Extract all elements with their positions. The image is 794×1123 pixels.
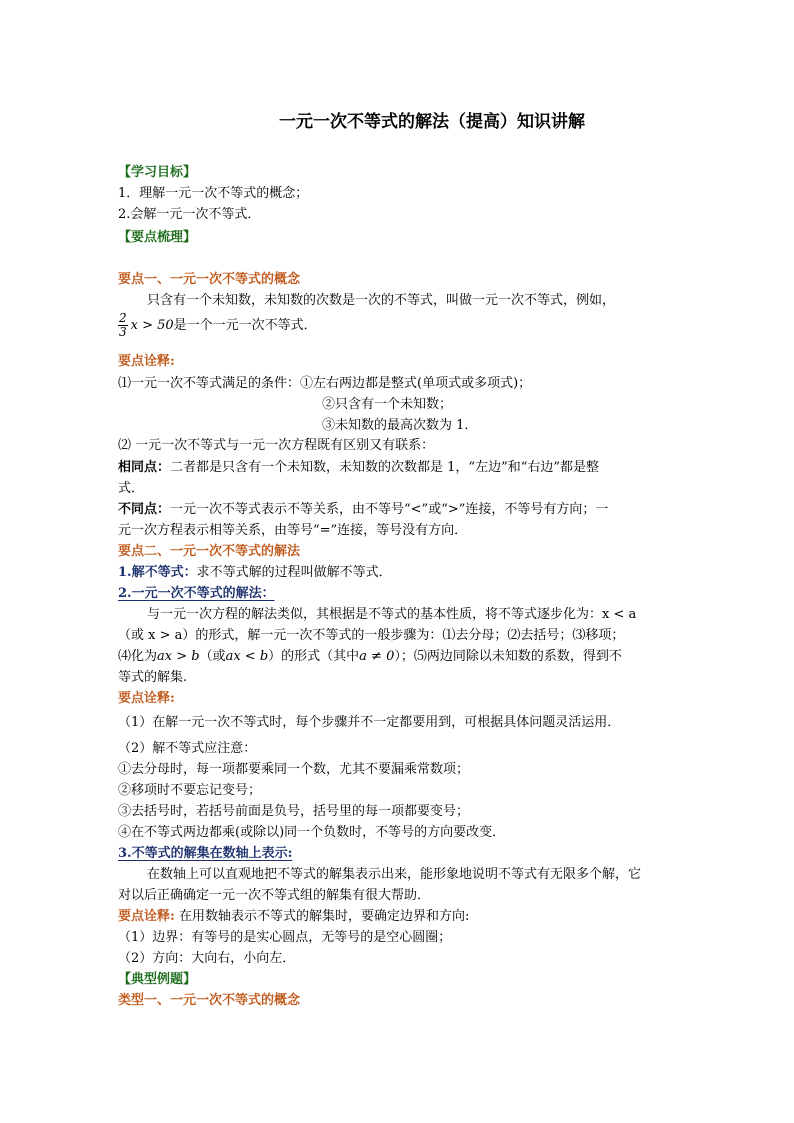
- kp2-item-3-p1: 在数轴上可以直观地把不等式的解集表示出来，能形象地说明不等式有无限多个解，它: [147, 867, 642, 882]
- note-1-line-3: ③未知数的最高次数为 1．: [322, 418, 478, 433]
- keypoint-1-example: [118, 312, 317, 340]
- objective-2: 2.会解一元一次不等式．: [118, 207, 261, 222]
- note-1-line-2: ②只含有一个未知数；: [322, 397, 453, 412]
- difference-line-2: 元一次方程表示相等关系，由等号“=”连接，等号没有方向．: [118, 523, 468, 538]
- example-tail: 是一个一元一次不等式．: [173, 318, 317, 333]
- note-label-1: 要点诠释:: [118, 354, 175, 369]
- similarity-line: 相同点：二者都是只含有一个未知数，未知数的次数都是 1，“左边”和“右边”都是整: [118, 460, 600, 475]
- note3-1: （1）边界：有等号的是实心圆点，无等号的是空心圆圈；: [118, 930, 452, 945]
- objective-1: 1．理解一元一次不等式的概念；: [118, 186, 309, 201]
- keypoint-2-title: 要点二、一元一次不等式的解法: [118, 544, 301, 559]
- note-label-2: 要点诠释:: [118, 691, 175, 706]
- note2-2c: ③去括号时，若括号前面是负号，括号里的每一项都要变号；: [118, 804, 470, 819]
- kp2-item-1: 1.解不等式：求不等式解的过程叫做解不等式．: [118, 565, 392, 580]
- note2-2b: ②移项时不要忘记变号；: [118, 783, 262, 798]
- note2-2: （2）解不等式应注意：: [118, 741, 257, 756]
- note2-1: （1）在解一元一次不等式时，每个步骤并不一定都要用到，可根据具体问题灵活运用．: [118, 715, 621, 730]
- fraction: $\frac{2}{3}$: [119, 311, 127, 339]
- difference-label: 不同点：: [118, 502, 171, 517]
- page-title: 一元一次不等式的解法（提高）知识讲解: [279, 112, 585, 132]
- difference-line: 不同点：一元一次不等式表示不等关系，由不等号“<”或“>”连接，不等号有方向；一: [118, 502, 609, 517]
- note-2: ⑵ 一元一次不等式与一元一次方程既有区别又有联系：: [118, 438, 435, 453]
- keypoint-1-title: 要点一、一元一次不等式的概念: [118, 272, 301, 287]
- kp2-item-1-label: 1.解不等式：: [118, 565, 197, 580]
- kp2-item-2-p4: 等式的解集.: [118, 670, 188, 685]
- keypoints-header: 【要点梳理】: [118, 230, 197, 245]
- note2-2d: ④在不等式两边都乘(或除以)同一个负数时，不等号的方向要改变．: [118, 825, 506, 840]
- similarity-line-2: 式．: [118, 481, 145, 496]
- type-1-title: 类型一、一元一次不等式的概念: [118, 993, 301, 1008]
- kp2-item-3-label: 3.不等式的解集在数轴上表示:: [118, 846, 293, 861]
- note2-2a: ①去分母时，每一项都要乘同一个数，尤其不要漏乘常数项；: [118, 762, 470, 777]
- note-3-line: 要点诠释: 在用数轴表示不等式的解集时，要确定边界和方向:: [118, 909, 470, 924]
- examples-header: 【典型例题】: [118, 972, 197, 987]
- similarity-label: 相同点：: [118, 460, 171, 475]
- kp2-item-2-p2: （或 x > a）的形式，解一元一次不等式的一般步骤为：⑴去分母；⑵去括号；⑶移项；: [118, 628, 625, 643]
- note3-2: （2）方向：大向右，小向左．: [118, 951, 296, 966]
- kp2-item-2-p3: ⑷化为ax > b（或ax < b）的形式（其中a ≠ 0）；⑸两边同除以未知数的系数，得到不: [118, 649, 622, 664]
- note-label-3: 要点诠释:: [118, 909, 175, 924]
- note-1-line-1: ⑴一元一次不等式满足的条件：①左右两边都是整式(单项式或多项式)；: [118, 376, 532, 391]
- kp2-item-3-p2: 对以后正确确定一元一次不等式组的解集有很大帮助．: [118, 888, 431, 903]
- objectives-header: 【学习目标】: [118, 165, 197, 180]
- keypoint-1-paragraph: 只含有一个未知数，未知数的次数是一次的不等式，叫做一元一次不等式，例如，: [147, 293, 616, 308]
- kp2-item-2-p1: 与一元一次方程的解法类似，其根据是不等式的基本性质，将不等式逐步化为：x < a: [147, 607, 637, 622]
- kp2-item-2-label: 2.一元一次不等式的解法：: [118, 586, 275, 601]
- example-expression: x > 50: [130, 318, 174, 333]
